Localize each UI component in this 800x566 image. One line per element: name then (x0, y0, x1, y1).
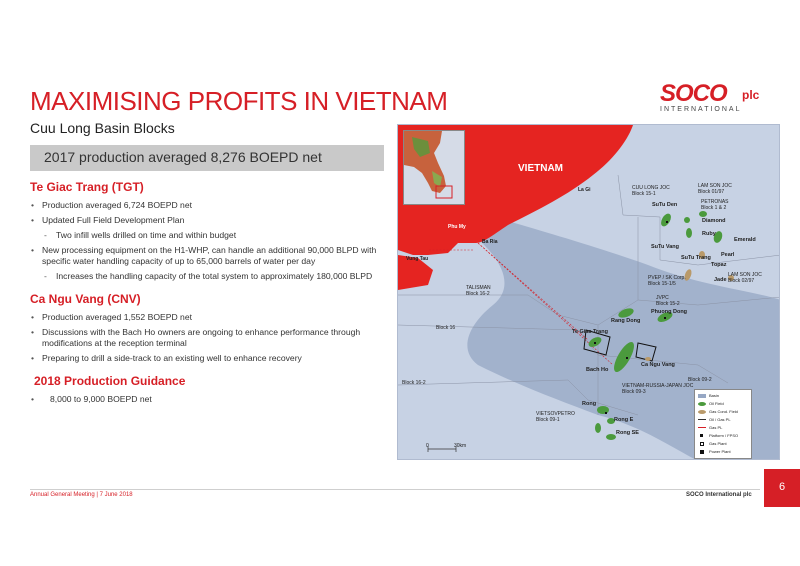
field-bach-ho: Bach Ho (586, 367, 609, 373)
field-rang-dong: Rang Dong (611, 318, 641, 324)
field-rong-e: Rong E (614, 417, 634, 423)
block-09-2: Block 09-2 (688, 377, 712, 383)
logo-suffix: plc (742, 88, 760, 102)
field-te-giac-trang: Te Giac Trang (572, 329, 608, 335)
tgt-bullet-2: • Updated Full Field Development Plan (30, 215, 390, 226)
footer-company: SOCO International plc (686, 492, 752, 498)
page-subtitle: Cuu Long Basin Blocks (30, 120, 175, 136)
block-pvep-sk: PVEP / SK Corp. Block 15-1/5 (648, 275, 686, 287)
field-rong-se: Rong SE (616, 430, 639, 436)
block-vietsovpetro: VIETSOVPETRO Block 09-1 (536, 411, 575, 423)
logo-word: SOCO (660, 80, 727, 107)
slide-number-tab (764, 469, 800, 507)
regional-inset-map (403, 130, 465, 205)
legend-oil-field: Oil Field (698, 401, 724, 407)
legend-basin: Basin (698, 393, 719, 399)
cnv-bullet-3: • Preparing to drill a side-track to an existing well to enhance recovery (30, 353, 390, 364)
cnv-heading: Ca Ngu Vang (CNV) (30, 292, 141, 306)
legend-platform: Platform / FPSO (698, 433, 738, 439)
tgt-bullet-3: • New processing equipment on the H1-WHP, can handle an additional 90,000 BLPD with specific water handling capacity of up to 65,000 barrels of water per day (30, 245, 390, 267)
guidance-bullet-1: • 8,000 to 9,000 BOEPD net (30, 394, 390, 405)
vietnam-label: VIETNAM (518, 163, 563, 174)
field-diamond: Diamond (702, 218, 726, 224)
cnv-bullet-1: • Production averaged 1,552 BOEPD net (30, 312, 390, 323)
logo-subtext: INTERNATIONAL (660, 106, 742, 113)
text-content (30, 180, 390, 409)
block-talisman: TALISMAN Block 16-2 (466, 285, 491, 297)
tgt-subbullet-3a: - Increases the handling capacity of the total system to approximately 180,000 BLPD (30, 271, 390, 282)
slide-number: 6 (778, 481, 786, 493)
field-topaz: Topaz (711, 262, 727, 268)
town-ba-ria: Ba Ria (482, 239, 498, 245)
field-ca-ngu-vang: Ca Ngu Vang (641, 362, 675, 368)
scale-30km: 30km (454, 443, 467, 449)
map-legend (694, 389, 752, 459)
field-su-tu-den: SuTu Den (652, 202, 678, 208)
legend-gas-field: Gas Cond. Field (698, 409, 738, 415)
scale-bar (428, 446, 456, 452)
tgt-heading: Te Giac Trang (TGT) (30, 180, 144, 194)
block-cuu-long-joc: CUU LONG JOC Block 15-1 (632, 185, 670, 197)
page-title: MAXIMISING PROFITS IN VIETNAM (30, 86, 448, 116)
field-jade: Jade (714, 277, 727, 283)
block-16: Block 16 (436, 325, 456, 331)
field-pearl: Pearl (721, 252, 735, 258)
legend-power-plant: Power Plant (698, 449, 731, 455)
town-la-gi: La Gi (578, 187, 591, 193)
legend-oil-gas-pl: Oil / Gas PL (698, 417, 731, 423)
block-lam-son-01-97: LAM SON JOC Block 01/97 (698, 183, 732, 195)
footer-divider (30, 489, 760, 490)
town-vung-tau: Vung Tau (406, 256, 429, 262)
block-lam-son-02-97: LAM SON JOC Block 02/97 (728, 272, 762, 284)
field-su-tu-trang: SuTu Trang (681, 255, 711, 261)
inset-drawing (404, 131, 465, 205)
cnv-bullet-2: • Discussions with the Bach Ho owners are ongoing to enhance performance through modifications at the reception terminal (30, 327, 390, 349)
field-phuong-dong: Phuong Dong (651, 309, 688, 315)
block-jvpc: JVPC Block 15-2 (656, 295, 680, 307)
field-ruby: Ruby (702, 231, 716, 237)
tgt-subbullet-2a: - Two infill wells drilled on time and within budget (30, 230, 390, 241)
legend-gas-plant: Gas Plant (698, 441, 727, 447)
legend-gas-pl: Gas PL (698, 425, 722, 431)
field-emerald: Emerald (734, 237, 756, 243)
footer-event: Annual General Meeting | 7 June 2018 (30, 492, 133, 498)
production-banner (30, 145, 384, 171)
field-rong: Rong (582, 401, 597, 407)
block-petronas: PETRONAS Block 1 & 2 (701, 199, 729, 211)
guidance-heading: 2018 Production Guidance (34, 374, 186, 388)
soco-logo (660, 80, 780, 113)
block-16-2: Block 16-2 (402, 380, 426, 386)
banner-text: 2017 production averaged 8,276 BOEPD net (44, 149, 322, 165)
town-phu-my: Phu My (448, 224, 466, 230)
block-vrj-joc: VIETNAM-RUSSIA-JAPAN JOC Block 09-3 (622, 383, 694, 395)
tgt-bullet-1: • Production averaged 6,724 BOEPD net (30, 200, 390, 211)
field-su-tu-vang: SuTu Vang (651, 244, 680, 250)
cuu-long-basin-map (397, 124, 780, 460)
scale-zero: 0 (426, 443, 429, 449)
